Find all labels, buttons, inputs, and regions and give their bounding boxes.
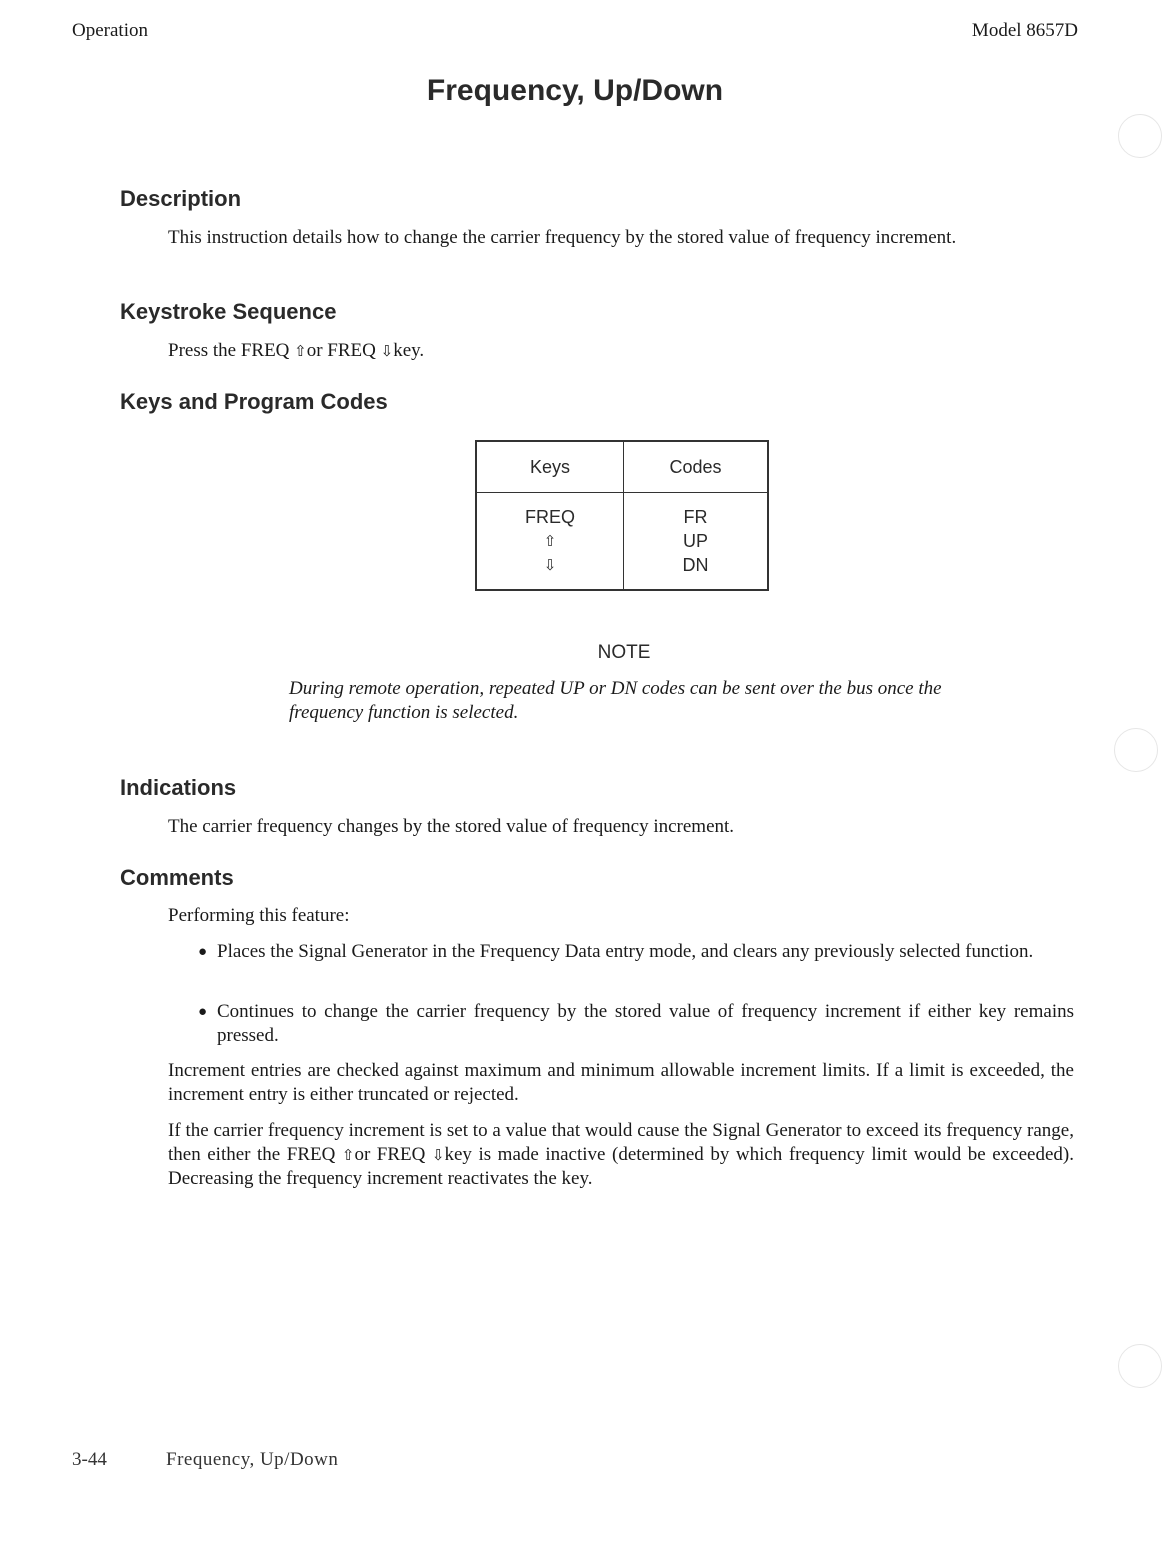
key-down-arrow-icon: ⇩ bbox=[543, 556, 557, 574]
description-heading: Description bbox=[120, 186, 242, 211]
note-heading: NOTE bbox=[597, 642, 651, 663]
para2-before: If the carrier frequency increment is set to a value that would cause the Signal Generator to exceed its frequency range, then either the FREQ bbox=[168, 1120, 1074, 1165]
key-up-arrow-icon: ⇧ bbox=[543, 532, 557, 550]
table-keys-cell bbox=[476, 493, 624, 591]
header-section-label: Operation bbox=[72, 20, 148, 41]
table-header-codes: Codes bbox=[624, 441, 769, 493]
punch-hole-top bbox=[1118, 114, 1162, 158]
para2-after: key is made inactive (determined by which frequency limit would be exceeded). Decreasing the frequency increment reactivates the key. bbox=[168, 1144, 1074, 1189]
table-codes-cell bbox=[624, 493, 769, 591]
table-header-keys: Keys bbox=[476, 441, 624, 493]
keystroke-text bbox=[168, 339, 1074, 363]
keystroke-heading: Keystroke Sequence bbox=[120, 299, 337, 324]
indications-text: The carrier frequency changes by the stored value of frequency increment. bbox=[168, 816, 735, 837]
punch-hole-bottom bbox=[1118, 1344, 1162, 1388]
code-fr: FR bbox=[683, 507, 708, 527]
comment-bullet-item bbox=[196, 1000, 1074, 1048]
bullet-dot-icon: ● bbox=[198, 1004, 208, 1020]
keys-codes-heading: Keys and Program Codes bbox=[120, 389, 388, 414]
keystroke-text-after: key. bbox=[393, 340, 425, 361]
up-arrow-icon: ⇧ bbox=[294, 342, 307, 360]
footer-page-number: 3-44 bbox=[72, 1449, 107, 1470]
bullet-text: Continues to change the carrier frequency by the stored value of frequency increment if either key remains pressed. bbox=[217, 1001, 1074, 1046]
para2-middle: or FREQ bbox=[354, 1144, 432, 1165]
keystroke-text-middle: or FREQ bbox=[306, 340, 381, 361]
bullet-dot-icon: ● bbox=[198, 944, 208, 960]
keys-codes-table bbox=[475, 440, 769, 591]
code-dn: DN bbox=[682, 555, 709, 575]
code-up: UP bbox=[682, 531, 708, 551]
description-text: This instruction details how to change the carrier frequency by the stored value of frequency increment. bbox=[168, 227, 957, 248]
keystroke-text-before: Press the FREQ bbox=[168, 340, 295, 361]
up-arrow-icon: ⇧ bbox=[341, 1146, 355, 1164]
punch-hole-middle bbox=[1114, 728, 1158, 772]
comments-paragraph-range bbox=[168, 1119, 1074, 1191]
down-arrow-icon: ⇩ bbox=[380, 342, 394, 360]
page-title: Frequency, Up/Down bbox=[426, 74, 724, 107]
key-freq: FREQ bbox=[524, 507, 575, 527]
table-header-row bbox=[476, 441, 768, 493]
bullet-text: Places the Signal Generator in the Frequency Data entry mode, and clears any previously selected function. bbox=[217, 941, 1034, 962]
note-text: During remote operation, repeated UP or DN codes can be sent over the bus once the frequency function is selected. bbox=[289, 678, 942, 723]
header-model-label: Model 8657D bbox=[971, 20, 1078, 41]
indications-heading: Indications bbox=[120, 775, 237, 800]
footer-title: Frequency, Up/Down bbox=[166, 1449, 339, 1470]
comments-heading: Comments bbox=[120, 865, 234, 890]
comment-bullet-item bbox=[196, 940, 1074, 964]
table-row bbox=[476, 493, 768, 591]
down-arrow-icon: ⇩ bbox=[431, 1146, 445, 1164]
comments-paragraph-limits: Increment entries are checked against maximum and minimum allowable increment limits. If a limit is exceeded, the increment entry is either truncated or rejected. bbox=[168, 1060, 1074, 1105]
comments-intro: Performing this feature: bbox=[168, 905, 350, 926]
